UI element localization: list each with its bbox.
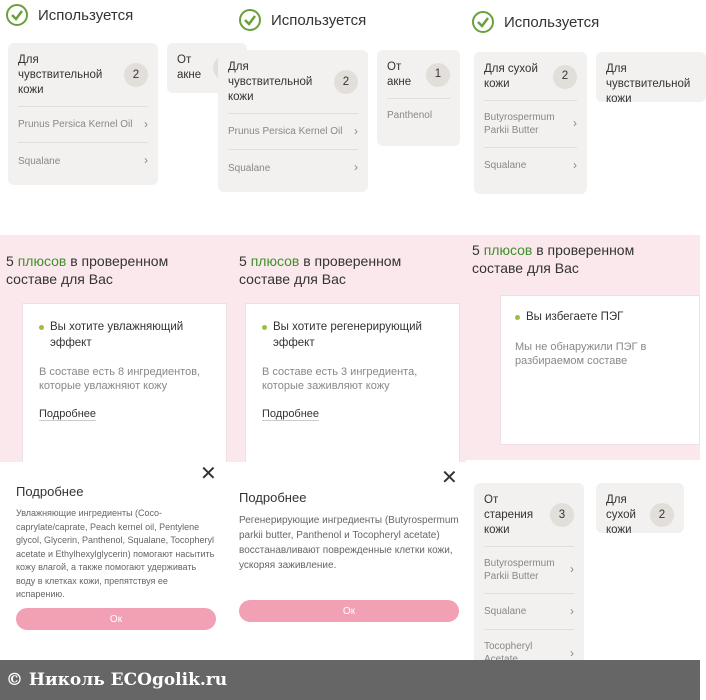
ingredient-item[interactable]: Tocopheryl › bbox=[484, 641, 574, 660]
ingredient-item[interactable]: Squalane › bbox=[228, 160, 358, 175]
count-badge: 2 bbox=[553, 65, 577, 89]
panel-1-used bbox=[0, 0, 233, 235]
chevron-right-icon: › bbox=[354, 160, 358, 175]
benefit-card bbox=[500, 295, 700, 445]
category-card-dry[interactable] bbox=[596, 483, 684, 536]
card-title: От старения кожи bbox=[484, 494, 534, 536]
used-header bbox=[239, 9, 366, 31]
watermark: © Николь ECOgolik.ru bbox=[0, 660, 700, 700]
benefit-title: Вы хотите регенерирующий эффект bbox=[273, 321, 422, 349]
benefit-card bbox=[22, 303, 227, 463]
card-title: Для чувствительной кожи bbox=[228, 61, 313, 103]
modal-text: Увлажняющие ингредиенты (Coco-caprylate/caprate, Peach kernel oil, Pentylene glycol, Glycerin, Panthenol, Squalane, Tocopheryl acetate и Ethylhexylglycerin) помогают насытить кожу влагой, а также помогают удерживать воду в клетках кожи, препятствуя ее испарению. bbox=[16, 508, 215, 599]
check-icon bbox=[6, 4, 28, 26]
modal-title: Подробнее bbox=[16, 484, 84, 499]
benefit-title: Вы избегаете ПЭГ bbox=[526, 311, 624, 323]
category-card-sensitive[interactable] bbox=[596, 52, 706, 105]
ingredient-item[interactable]: Butyrospermum Parkii Butter › bbox=[484, 101, 577, 148]
chevron-right-icon: › bbox=[573, 157, 577, 172]
benefit-desc: Мы не обнаружили ПЭГ в разбираемом составе bbox=[515, 340, 647, 367]
category-card-acne[interactable] bbox=[377, 50, 460, 146]
used-header bbox=[472, 11, 599, 33]
count-badge: 3 bbox=[550, 503, 574, 527]
category-card-sensitive[interactable] bbox=[8, 43, 158, 185]
check-icon bbox=[239, 9, 261, 31]
plus-title: 5 плюсов в проверенном составе для Вас bbox=[239, 253, 402, 288]
close-icon[interactable]: ✕ bbox=[200, 463, 217, 485]
ingredient-item[interactable]: Squalane › bbox=[484, 594, 574, 631]
used-label: Используется bbox=[38, 6, 134, 24]
used-label: Используется bbox=[271, 11, 367, 29]
panel-5-plus bbox=[233, 235, 466, 465]
chevron-right-icon: › bbox=[570, 645, 574, 660]
ok-button[interactable]: Ок bbox=[16, 608, 216, 630]
card-title: Для сухой кожи bbox=[606, 494, 636, 536]
more-link[interactable]: Подробнее bbox=[39, 407, 97, 420]
card-title: Для чувствительной кожи bbox=[606, 63, 691, 105]
more-link[interactable]: Подробнее bbox=[262, 407, 320, 420]
ingredient-item[interactable]: Squalane › bbox=[18, 153, 148, 168]
card-title: Для сухой кожи bbox=[484, 63, 538, 90]
count-badge: 2 bbox=[124, 63, 148, 87]
count-badge: 2 bbox=[650, 503, 674, 527]
card-title: От акне bbox=[177, 54, 202, 81]
chevron-right-icon: › bbox=[354, 123, 358, 138]
category-card-dry[interactable] bbox=[474, 52, 587, 194]
ok-button[interactable]: Ок bbox=[239, 600, 459, 622]
count-badge: 1 bbox=[426, 63, 450, 87]
card-title: От акне bbox=[387, 61, 412, 88]
benefit-desc: В составе есть 8 ингредиентов, которые увлажняют кожу bbox=[39, 366, 201, 393]
check-icon bbox=[472, 11, 494, 33]
benefit-card bbox=[245, 303, 460, 463]
bullet-dot bbox=[262, 325, 267, 330]
panel-6-plus bbox=[466, 235, 700, 460]
used-label: Используется bbox=[504, 13, 600, 31]
panel-3-used bbox=[466, 0, 700, 235]
ingredient-item[interactable]: Panthenol bbox=[387, 109, 433, 121]
benefit-desc: В составе есть 3 ингредиента, которые заживляют кожу bbox=[262, 366, 418, 393]
ingredient-item[interactable]: Prunus Persica Kernel Oil › bbox=[228, 114, 358, 151]
chevron-right-icon: › bbox=[573, 116, 577, 131]
count-badge: 2 bbox=[334, 70, 358, 94]
ingredient-item[interactable]: Squalane › bbox=[484, 157, 577, 172]
category-card-aging[interactable] bbox=[474, 483, 584, 678]
modal-more-moisturizing bbox=[0, 462, 233, 660]
panel-2-used bbox=[228, 0, 466, 235]
card-title: Для чувствительной кожи bbox=[18, 54, 103, 96]
bullet-dot bbox=[515, 315, 520, 320]
modal-more-regenerating bbox=[233, 462, 466, 660]
ingredient-item[interactable]: Butyrospermum Parkii Butter › bbox=[484, 547, 574, 594]
used-header bbox=[6, 4, 133, 26]
ingredient-item[interactable]: Prunus Persica Kernel Oil › bbox=[18, 107, 148, 144]
plus-title: 5 плюсов в проверенном составе для Вас bbox=[6, 253, 169, 288]
plus-title: 5 плюсов в проверенном составе для Вас bbox=[472, 242, 635, 277]
chevron-right-icon: › bbox=[570, 562, 574, 577]
panel-4-plus bbox=[0, 235, 233, 465]
panel-9-used bbox=[466, 465, 700, 660]
modal-title: Подробнее bbox=[239, 490, 307, 505]
category-card-sensitive[interactable] bbox=[218, 50, 368, 192]
benefit-title: Вы хотите увлажняющий эффект bbox=[50, 321, 184, 349]
close-icon[interactable]: ✕ bbox=[441, 467, 458, 489]
chevron-right-icon: › bbox=[570, 603, 574, 618]
chevron-right-icon: › bbox=[144, 153, 148, 168]
chevron-right-icon: › bbox=[144, 116, 148, 131]
modal-text: Регенерирующие ингредиенты (Butyrospermum parkii butter, Panthenol и Tocopheryl acetate) восстанавливают поврежденные клетки кожи, ускоряя заживление. bbox=[239, 515, 459, 571]
bullet-dot bbox=[39, 325, 44, 330]
